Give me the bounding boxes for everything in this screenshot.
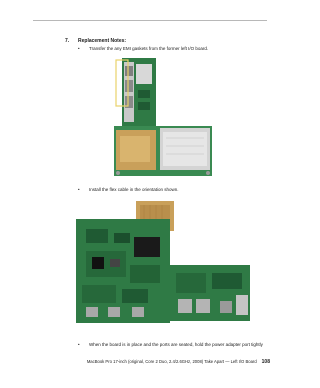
page-footer — [87, 358, 270, 366]
port — [132, 307, 144, 317]
left-io-board-photo — [72, 199, 252, 327]
note-item-1 — [78, 45, 209, 52]
note-text: Transfer the any EMI gaskets from the former left I/O board. — [89, 46, 209, 51]
port — [86, 307, 98, 317]
io-board-card-reader-photo — [108, 56, 218, 182]
usb-port — [178, 299, 192, 313]
bullet-glyph: • — [78, 342, 80, 347]
page-number: 108 — [261, 359, 270, 365]
usb-port — [196, 299, 210, 313]
port — [108, 307, 120, 317]
power-adapter-port — [220, 301, 232, 313]
footer-title: MacBook Pro 17-inch (original, Core 2 Duo, 2.4/2.6GHz, 2008) Take Apart — Left I/O Board — [86, 359, 257, 364]
note-text: Install the flex cable in the orientation shown. — [89, 187, 179, 192]
note-item-3 — [78, 341, 263, 348]
chip — [134, 237, 160, 257]
header-rule — [33, 20, 267, 21]
bullet-glyph: • — [78, 187, 80, 192]
bullet-glyph: • — [78, 46, 80, 51]
step-number: 7. — [65, 38, 70, 44]
note-item-2 — [78, 186, 179, 193]
step-title: Replacement Notes: — [78, 38, 127, 44]
note-text: When the board is in place and the ports are seated, hold the power adapter port tightly — [89, 342, 263, 347]
